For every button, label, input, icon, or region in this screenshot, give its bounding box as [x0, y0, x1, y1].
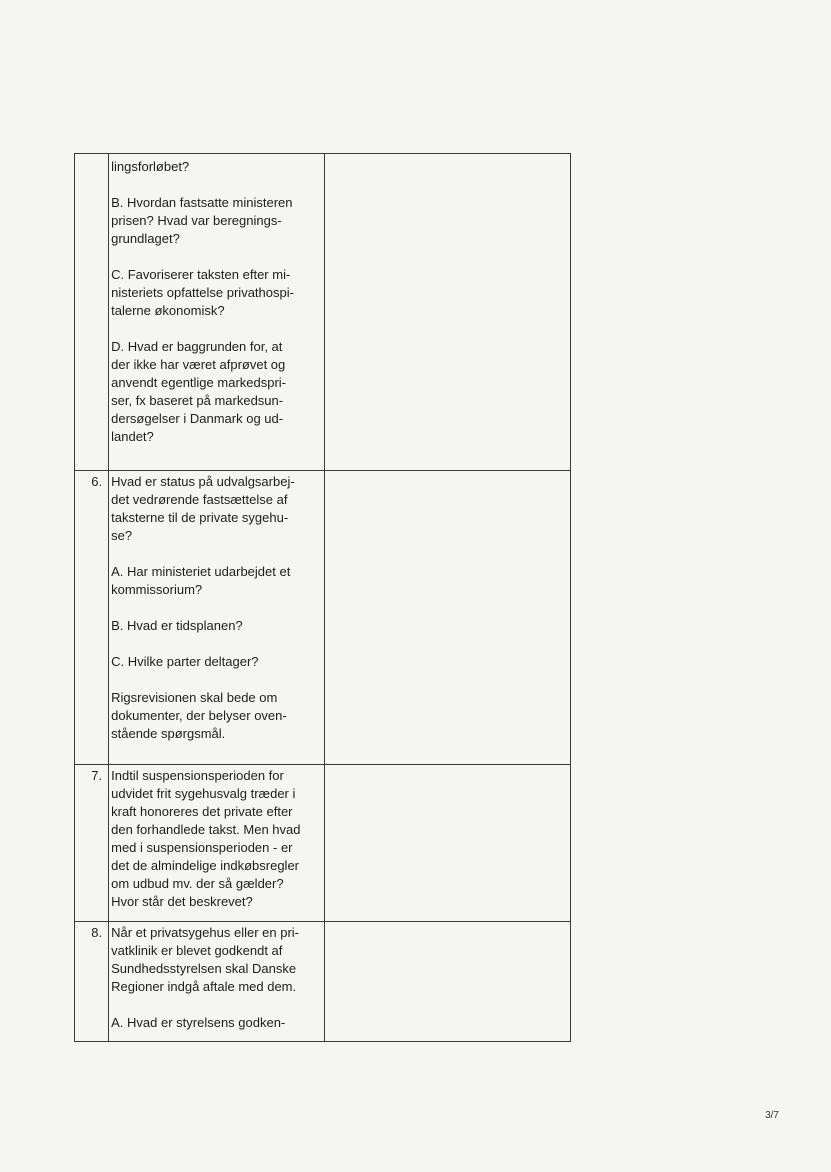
answer-cell [324, 765, 570, 922]
question-number: 7. [75, 765, 109, 922]
question-number: 8. [75, 922, 109, 1042]
question-table [74, 153, 571, 1042]
page-number: 3/7 [765, 1110, 779, 1121]
question-number: 6. [75, 471, 109, 765]
answer-cell [324, 154, 570, 471]
question-paragraph: D. Hvad er baggrunden for, at der ikke har været afprøvet og anvendt egentlige markedspri- ser, fx baseret på markedsun- dersøgelser i Danmark og ud- landet? [111, 339, 287, 444]
question-text [109, 471, 325, 765]
question-paragraph: C. Favoriserer taksten efter mi- nisteriets opfattelse privathospi- talerne økonomisk? [111, 267, 294, 318]
table-row [75, 765, 571, 922]
answer-cell [324, 471, 570, 765]
question-paragraph: Indtil suspensionsperioden for udvidet frit sygehusvalg træder i kraft honoreres det private efter den forhandlede takst. Men hvad med i suspensionsperioden - er det de almindelige indkøbsregler om udbud mv. der så gælder? Hvor står det beskrevet? [111, 768, 301, 909]
table-row [75, 154, 571, 471]
question-text [109, 922, 325, 1042]
question-paragraph: Når et privatsygehus eller en pri- vatklinik er blevet godkendt af Sundhedsstyrelsen skal Danske Regioner indgå aftale med dem. [111, 925, 299, 994]
question-paragraph: B. Hvordan fastsatte ministeren prisen? Hvad var beregnings- grundlaget? [111, 195, 293, 246]
question-number [75, 154, 109, 471]
question-paragraph: A. Hvad er styrelsens godken- [111, 1015, 286, 1030]
question-text [109, 765, 325, 922]
answer-cell [324, 922, 570, 1042]
question-paragraph: B. Hvad er tidsplanen? [111, 618, 243, 633]
table-row [75, 922, 571, 1042]
table-row [75, 471, 571, 765]
question-paragraph: lingsforløbet? [111, 159, 190, 174]
question-paragraph: A. Har ministeriet udarbejdet et kommissorium? [111, 564, 291, 597]
question-paragraph: C. Hvilke parter deltager? [111, 654, 259, 669]
question-paragraph: Rigsrevisionen skal bede om dokumenter, der belyser oven- stående spørgsmål. [111, 690, 287, 741]
question-text [109, 154, 325, 471]
question-paragraph: Hvad er status på udvalgsarbej- det vedrørende fastsættelse af taksterne til de private sygehu- se? [111, 474, 295, 543]
